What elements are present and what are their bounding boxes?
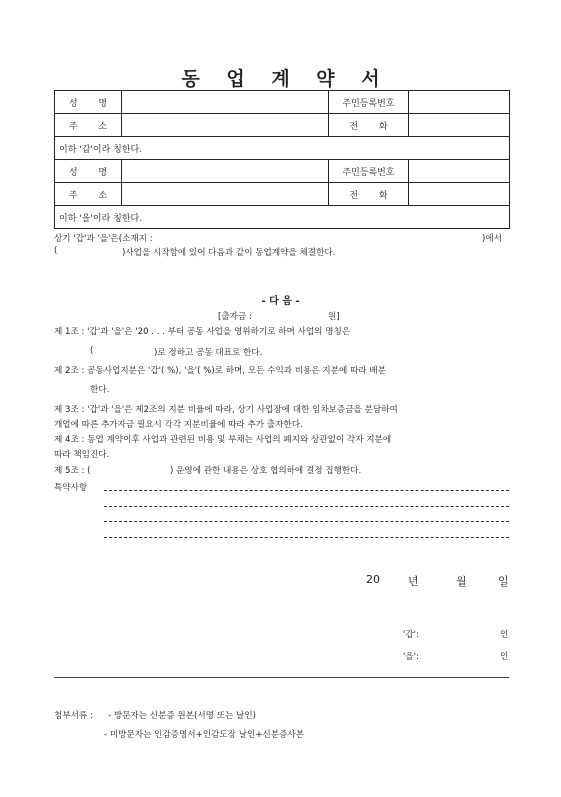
article-2-line1: 제 2조 : 공동사업지분은 '갑'( %), '을'( %)로 하며, 모든 수익과 비용은 지분에 따라 배분 [54,366,387,376]
eul-name-label: 성 명 [55,160,122,183]
article-3-line2: 개업에 따른 추가자금 필요시 각각 지분비율에 따라 추가 출자한다. [54,420,303,430]
article-4-line1: 제 4조 : 동업 계약이후 사업과 관련된 비용 및 부채는 사업의 폐지와 상관없이 각자 지분에 [54,435,392,445]
investment-label: [출자금 : [218,312,252,322]
date-month-unit: 월 [456,575,467,588]
gap-address-field[interactable] [122,114,329,137]
eul-address-label: 주 소 [55,183,122,206]
eul-note: 이하 '을'이라 칭한다. [55,206,510,229]
article-1-line1: 제 1조 : '갑'과 '을'은 '20 . . . 부터 공동 사업을 영위하기로 하며 사업의 명칭은 [54,327,351,337]
gap-name-row [55,91,510,114]
date-year: 20 [366,573,380,586]
date-year-unit: 년 [408,575,419,588]
article-3-line1: 제 3조 : '갑'과 '을'은 제2조의 지분 비율에 따라, 상기 사업장에 대한 임차보증금을 분담하여 [54,405,398,415]
signature-divider [54,677,509,678]
signature-eul-label: '을': [403,652,419,662]
gap-id-field[interactable] [409,91,510,114]
attachments-label: 첨부서류 : [54,711,93,721]
gap-id-label: 주민등록번호 [329,91,409,114]
article-5-paren: 제 5조 : ( [54,466,91,476]
gap-name-label: 성 명 [55,91,122,114]
gap-note-row [55,137,510,160]
article-2-line2: 한다. [90,385,110,395]
special-terms-line-4[interactable] [104,537,509,538]
party-info-table [54,90,510,229]
article-5-rest: ) 운영에 관한 내용은 상호 협의하에 결정 집행한다. [170,466,362,476]
gap-address-label: 주 소 [55,114,122,137]
signature-gap-label: '갑': [403,630,419,640]
attachment-item-2: - 미방문자는 인감증명서+인감도장 날인+신분증사본 [104,730,305,740]
intro-line2-rest: )사업을 시작함에 있어 다음과 같이 동업계약을 체결한다. [122,248,336,258]
eul-name-field[interactable] [122,160,329,183]
intro-line2-paren: ( [54,246,58,256]
investment-unit: 원] [328,312,340,322]
special-terms-line-3[interactable] [104,521,509,522]
signature-gap-seal[interactable]: 인 [500,630,509,640]
article-1-paren: ( [90,346,94,356]
eul-address-row [55,183,510,206]
special-terms-label: 특약사항 [54,483,88,493]
eul-id-field[interactable] [409,160,510,183]
document-title: 동 업 계 약 서 [181,68,390,90]
eul-name-row [55,160,510,183]
section-heading: - 다 음 - [261,296,300,307]
gap-name-field[interactable] [122,91,329,114]
signature-eul-seal[interactable]: 인 [500,652,509,662]
eul-address-field[interactable] [122,183,329,206]
eul-note-row [55,206,510,229]
eul-phone-label: 전 화 [329,183,409,206]
eul-id-label: 주민등록번호 [329,160,409,183]
gap-phone-field[interactable] [409,114,510,137]
gap-phone-label: 전 화 [329,114,409,137]
special-terms-line-1[interactable] [104,490,509,491]
article-1-line2: )로 정하고 공동 대표로 한다. [154,348,263,358]
gap-note: 이하 '갑'이라 칭한다. [55,137,510,160]
eul-phone-field[interactable] [409,183,510,206]
article-4-line2: 따라 책임진다. [54,450,110,460]
intro-line1-left: 상기 '갑'과 '을'은(소재지 : [54,234,153,244]
special-terms-line-2[interactable] [104,506,509,507]
gap-address-row [55,114,510,137]
attachment-item-1: - 방문자는 신분증 원본(서명 또는 날인) [108,711,256,721]
date-day-unit: 일 [498,575,509,588]
intro-line1-right: )에서 [482,234,502,244]
